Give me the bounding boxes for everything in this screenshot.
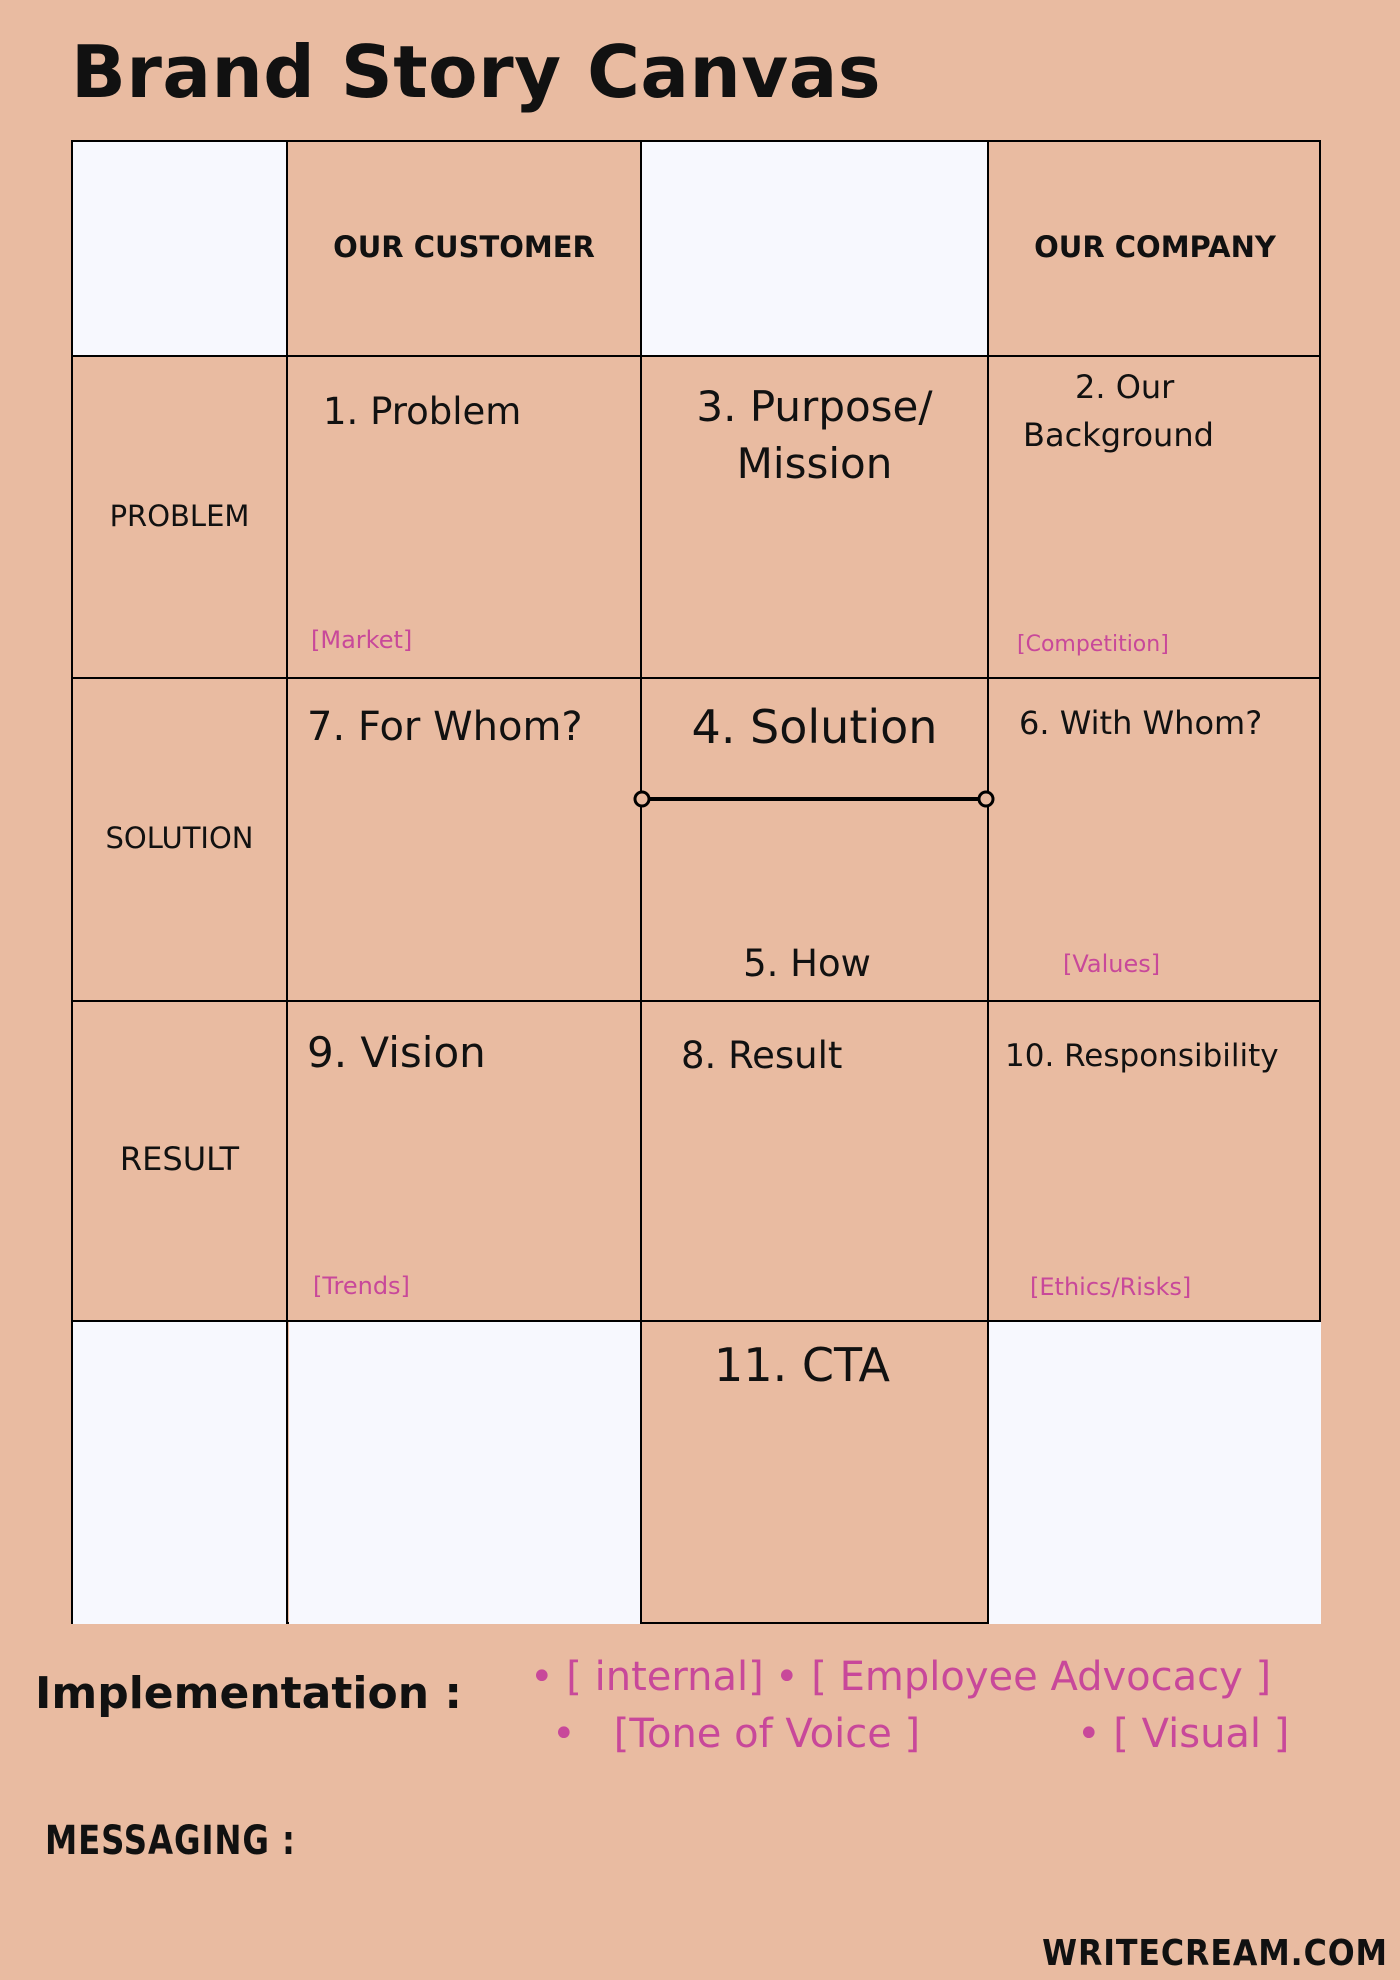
implementation-item: • [ internal] (530, 1654, 764, 1700)
how-title: 5. How (743, 942, 871, 985)
background-title-line2: Background (1023, 416, 1214, 454)
vision-title: 9. Vision (307, 1028, 486, 1077)
grid-divider (640, 142, 642, 1624)
brand-watermark: WRITECREAM.COM (1042, 1933, 1388, 1974)
market-note: [Market] (311, 626, 413, 654)
grid-divider (73, 677, 1321, 679)
row-label-problem: PROBLEM (109, 499, 250, 533)
implementation-item: • [ Visual ] (1077, 1711, 1290, 1757)
footer-empty-cell-1 (73, 1322, 287, 1624)
solution-how-divider (629, 784, 999, 814)
responsibility-title: 10. Responsibility (1005, 1038, 1279, 1074)
header-middle-empty-cell (641, 142, 987, 356)
purpose-title-line1: 3. Purpose/ (696, 382, 933, 431)
cta-title: 11. CTA (714, 1338, 890, 1392)
solution-title: 4. Solution (691, 700, 938, 754)
grid-divider (286, 142, 288, 1624)
row-label-result: RESULT (119, 1140, 240, 1178)
ethics-risks-note: [Ethics/Risks] (1030, 1273, 1192, 1301)
footer-empty-cell-3 (989, 1322, 1321, 1624)
grid-divider (987, 142, 989, 1624)
background-title-line1: 2. Our (1075, 368, 1175, 406)
column-header-customer: OUR CUSTOMER (333, 230, 595, 264)
corner-empty-cell (73, 142, 287, 356)
purpose-title-line2: Mission (736, 439, 893, 488)
competition-note: [Competition] (1017, 632, 1169, 657)
grid-divider (73, 1320, 1321, 1322)
for-whom-title: 7. For Whom? (307, 704, 583, 750)
result-title: 8. Result (681, 1034, 843, 1077)
implementation-label: Implementation : (35, 1668, 462, 1719)
canvas-grid (71, 140, 1321, 1624)
grid-divider (73, 1000, 1321, 1002)
messaging-label: MESSAGING : (45, 1818, 296, 1864)
values-note: [Values] (1063, 950, 1161, 978)
footer-empty-cell-2 (289, 1322, 641, 1624)
row-label-solution: SOLUTION (105, 821, 254, 855)
implementation-item: • [Tone of Voice ] (552, 1711, 921, 1757)
with-whom-title: 6. With Whom? (1019, 704, 1263, 742)
grid-divider (73, 355, 1321, 357)
trends-note: [Trends] (313, 1272, 410, 1300)
problem-cell-title: 1. Problem (323, 390, 522, 433)
implementation-item: • [ Employee Advocacy ] (775, 1654, 1272, 1700)
column-header-company: OUR COMPANY (1034, 230, 1276, 264)
page-title: Brand Story Canvas (71, 30, 882, 114)
